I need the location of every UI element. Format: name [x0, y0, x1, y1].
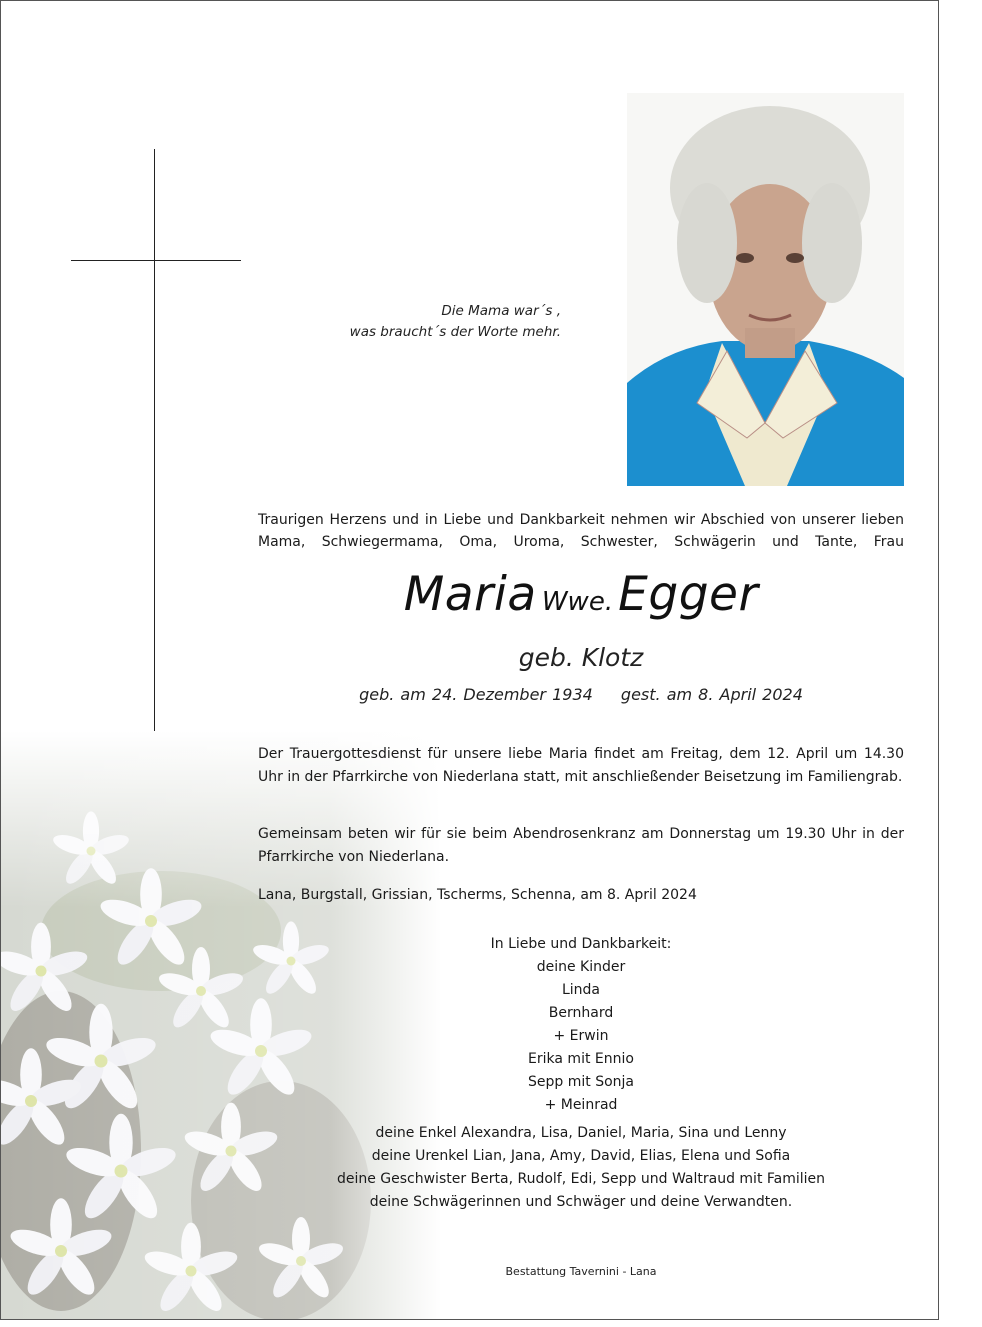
relatives-list [201, 1122, 939, 1214]
family-line: Erika mit Ennio [528, 1051, 634, 1067]
portrait-photo [627, 93, 904, 486]
memorial-quote [291, 301, 561, 343]
intro-text: Traurigen Herzens und in Liebe und Dankbarkeit nehmen wir Abschied von unserer lieben Mama, Schwiegermama, Oma, Uroma, Schwester, Schwägerin und Tante, Frau [258, 512, 904, 550]
family-line: Sepp mit Sonja [528, 1074, 634, 1090]
family-line: deine Kinder [536, 959, 626, 975]
last-name: Egger [618, 567, 759, 622]
relatives-line: deine Enkel Alexandra, Lisa, Daniel, Maria, Sina und Lenny [375, 1125, 787, 1141]
family-line: Linda [561, 982, 601, 998]
rosary-text: Gemeinsam beten wir für sie beim Abendrosenkranz am Donnerstag um 19.30 Uhr in der Pfarrkirche von Niederlana. [258, 826, 904, 865]
family-line: + Erwin [553, 1028, 609, 1044]
quote-line-1: Die Mama war´s , [441, 303, 561, 319]
cross-vertical-bar [154, 149, 155, 755]
quote-line-2: was braucht´s der Worte mehr. [349, 324, 561, 340]
life-dates [258, 685, 904, 704]
funeral-service-text: Der Trauergottesdienst für unsere liebe Maria findet am Freitag, dem 12. April um 14.30 Uhr in der Pfarrkirche von Niederlana statt, mit anschließender Beisetzung im Familiengrab. [258, 746, 904, 785]
relatives-line: deine Geschwister Berta, Rudolf, Edi, Sepp und Waltraud mit Familien [336, 1171, 826, 1187]
death-date: gest. am 8. April 2024 [620, 685, 803, 704]
birth-date: geb. am 24. Dezember 1934 [359, 685, 593, 704]
maiden-name: geb. Klotz [518, 643, 644, 672]
family-line: + Meinrad [544, 1097, 618, 1113]
widow-title: Wwe. [541, 587, 614, 617]
relatives-line: deine Schwägerinnen und Schwäger und deine Verwandten. [369, 1194, 793, 1210]
deceased-name [258, 567, 904, 622]
place-and-date: Lana, Burgstall, Grissian, Tscherms, Schenna, am 8. April 2024 [258, 887, 697, 903]
cross-horizontal-bar [71, 260, 241, 261]
family-line: Bernhard [548, 1005, 614, 1021]
funeral-home-credit: Bestattung Tavernini - Lana [505, 1265, 657, 1278]
family-list [231, 933, 931, 1117]
first-name: Maria [403, 567, 537, 622]
relatives-line: deine Urenkel Lian, Jana, Amy, David, Elias, Elena und Sofia [371, 1148, 791, 1164]
family-line: In Liebe und Dankbarkeit: [490, 936, 672, 952]
